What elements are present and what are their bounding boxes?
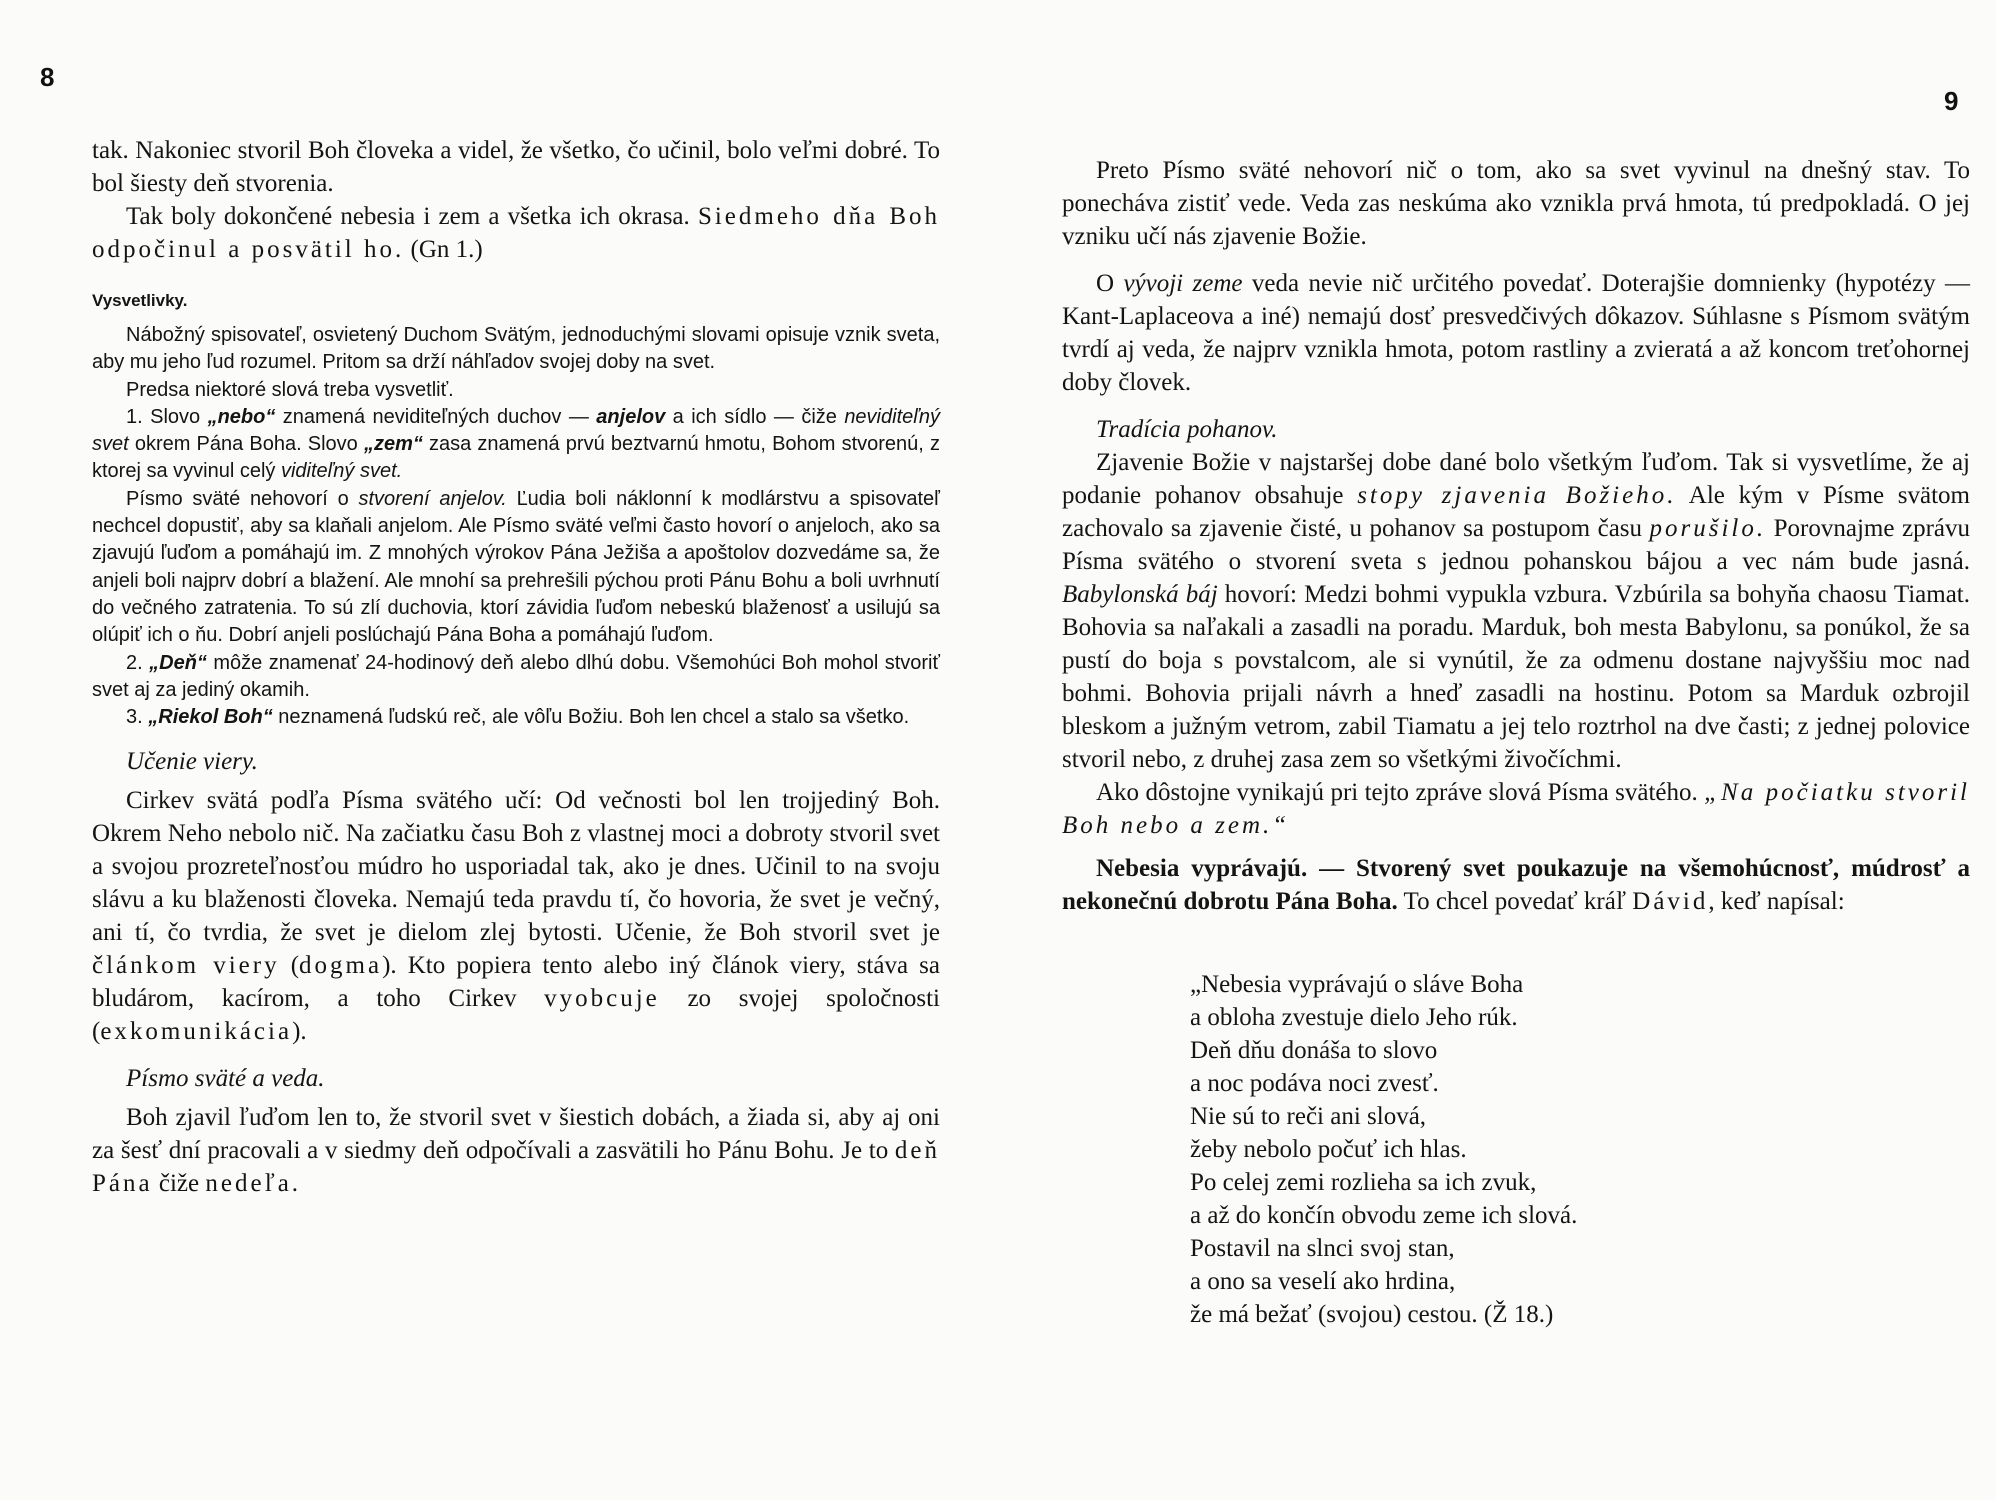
right-page-number: 9 [1944,86,1959,116]
psalm-line: „Nebesia vyprávajú o sláve Boha [1190,971,1524,998]
note-term: viditeľný svet. [280,460,403,483]
faith-text: ( [279,952,300,980]
note-term: „zem“ [363,433,423,456]
notes-heading: Vysvetlivky. [92,291,188,310]
note-term: anjelov [596,405,666,428]
science-heading: Písmo sväté a veda. [126,1065,325,1093]
psalm-line: a ono sa veselí ako hrdina, [1190,1268,1456,1295]
heavens-paragraph [1062,852,1970,918]
note-term: neviditeľný svet [92,405,940,456]
notes-paragraph-4 [92,486,940,650]
psalm-line: a obloha zvestuje dielo Jeho rúk. [1190,1004,1518,1031]
intro-citation: (Gn 1.) [404,236,483,263]
note-text: 3. [126,706,149,729]
science-spaced-term: deň Pána [92,1137,940,1198]
left-page [92,0,940,1200]
faith-text: zo svojej spoločnosti ( [92,985,940,1046]
psalm-block [1062,968,1970,1331]
scripture-quote: „Na počiatku stvoril Boh nebo a zem.“ [1062,779,1970,839]
right-spaced-term: stopy zjavenia Božieho. [1357,482,1677,509]
notes-paragraph-2: Predsa niektoré slová treba vysvetliť. [126,378,454,401]
intro-spaced-text: Siedmeho dňa Boh odpočinul a posvätil ho. [92,203,941,263]
psalm-line: žeby nebolo počuť ich hlas. [1190,1136,1467,1163]
right-text: , keď napísal: [1708,888,1845,915]
faith-text: Cirkev svätá podľa Písma svätého učí: Od večnosti bol len trojjediný Boh. Okrem Neho nebolo nič. Na začiatku času Boh z vlastnej moci a dobroty stvoril svet a svojou prozreteľnosťou múdro ho usporiadal tak, ako je dnes. Učinil to na svoju slávu a ku blaženosti človeka. Nemajú teda pravdu tí, čo hovoria, že svet je večný, ani tí, čo tvrdia, že svet je dielom zlej bytosti. Učenie, že Boh stvoril svet je [92,787,940,947]
science-paragraph [92,1101,940,1200]
faith-spaced-term: článkom viery [92,952,280,980]
notes-paragraph-5 [92,650,940,705]
intro-paragraph-1: tak. Nakoniec stvoril Boh človeka a videl, že všetko, čo učinil, bolo veľmi dobré. To bol šiesty deň stvorenia. [92,137,940,197]
notes-paragraph-1: Nábožný spisovateľ, osvietený Duchom Svätým, jednoduchými slovami opisuje vznik sveta, aby mu jeho ľud rozumel. Pritom sa drží náhľadov svojej doby na svet. [92,324,940,374]
note-text: 1. Slovo [126,405,208,428]
note-term: „Deň“ [149,651,207,674]
david-name: Dávid [1632,888,1709,915]
psalm-line: Po celej zemi rozlieha sa ich zvuk, [1190,1169,1537,1196]
intro-text: Tak boly dokončené nebesia i zem a všetka ich okrasa. [126,203,698,230]
left-page-number: 8 [40,62,55,92]
heavens-bold-text: Nebesia vyprávajú. — Stvorený svet poukazuje na všemohúcnosť, múdrosť a nekonečnú dobrotu Pána Boha. [1062,855,1970,915]
faith-text: ). Kto popiera tento alebo iný článok viery, stáva sa bludárom, kacírom, a toho Cirkev [92,952,941,1013]
right-text: veda nevie nič určitého povedať. Doterajšie domnienky (hypotézy — Kant-Laplaceova a iné) nemajú dosť presvedčivých dôkazov. Súhlasne s Písmom svätým tvrdí aj veda, že najprv vznikla hmota, potom rastliny a zvieratá a až koncom treťohornej doby človek. [1062,270,1971,396]
right-text: Zjavenie Božie v najstaršej dobe dané bolo všetkým ľuďom. Tak si vysvetlíme, že aj podanie pohanov obsahuje [1062,449,1970,509]
psalm-line: a noc podáva noci zvesť. [1190,1070,1439,1097]
note-term: „Riekol Boh“ [148,706,273,729]
right-paragraph-1: Preto Písmo sväté nehovorí nič o tom, ako sa svet vyvinul na dnešný stav. To ponecháva zistiť vede. Veda zas neskúma ako vznikla prvá hmota, tú predpokladá. O jej vzniku učí nás zjavenie Božie. [1062,157,1970,250]
tradition-heading: Tradícia pohanov. [1096,416,1278,443]
notes-paragraph-6 [92,704,940,731]
right-text: Ako dôstojne vynikajú pri tejto zpráve slová Písma svätého. [1096,779,1705,806]
faith-heading: Učenie viery. [126,748,258,776]
right-page [1062,0,1970,1331]
note-text: Písmo sväté nehovorí o [126,487,359,510]
right-text: To chcel povedať kráľ [1397,888,1633,915]
note-text: 2. [126,651,150,674]
note-text: Ľudia boli náklonní k modlárstvu a spisovateľ nechcel dopustiť, aby sa klaňali anjelom. Ale Písmo sväté veľmi často hovorí o anjeloch, ako sa zjavujú ľuďom a pomáhajú im. Z mnohých výrokov Pána Ježiša a apoštolov dozvedáme sa, že anjeli boli najprv dobrí a blažení. Ale mnohí sa prehrešili pýchou proti Pánu Bohu a boli uvrhnutí do večného zatratenia. To sú zlí duchovia, ktorí závidia ľuďom nebeskú blaženosť a usilujú sa olúpiť ich o ňu. Dobrí anjeli poslúchajú Pána Boha a pomáhajú ľuďom. [92,487,941,647]
right-text: Ale kým v Písme svätom zachovalo sa zjavenie čisté, u pohanov sa postupom času [1062,482,1970,542]
faith-spaced-term: dogma [299,952,383,980]
note-term: stvorení anjelov. [358,487,507,510]
note-text: okrem Pána Boha. Slovo [128,433,364,456]
note-text: môže znamenať 24-hodinový deň alebo dlhú dobu. Všemohúci Boh mohol stvoriť svet aj za jediný okamih. [92,651,940,701]
note-term: „nebo“ [207,405,276,428]
faith-text: ). [292,1018,307,1046]
psalm-line: Deň dňu donáša to slovo [1190,1037,1438,1064]
note-text: zasa znamená prvú beztvarnú hmotu, Bohom stvorenú, z ktorej sa vyvinul celý [92,433,940,483]
notes-paragraph-3 [92,404,940,486]
right-spaced-term: porušilo. [1649,515,1767,542]
science-text: . [291,1170,299,1198]
tradition-paragraph [1062,446,1970,776]
note-text: a ich sídlo — čiže [665,405,845,428]
science-spaced-term: nedeľa [205,1170,292,1198]
note-text: neznamená ľudskú reč, ale vôľu Božiu. Boh len chcel a stalo sa všetko. [272,706,910,729]
psalm-line: že má bežať (svojou) cestou. (Ž 18.) [1190,1301,1554,1328]
faith-paragraph [92,784,940,1048]
right-text: hovorí: Medzi bohmi vypukla vzbura. Vzbúrila sa bohyňa chaosu Tiamat. Bohovia sa naľakali a zasadli na poradu. Marduk, boh mesta Babylonu, sa ponúkol, že sa pustí do boja s povstalcom, ale si vynútil, že za odmenu dostane najvyššiu moc nad bohmi. Bohovia prijali návrh a hneď zasadli na hostinu. Potom sa Marduk ozbrojil bleskom a južným vetrom, zabil Tiamatu a jej telo roztrhol na dve časti; z jednej polovice stvoril nebo, z druhej zasa zem so všetkými živočíchmi. [1062,581,1970,773]
note-text: znamená neviditeľných duchov — [275,405,597,428]
right-term: vývoji zeme [1123,270,1243,297]
right-text: O [1096,270,1124,297]
faith-spaced-term: exkomunikácia [100,1018,293,1046]
psalm-line: Postavil na slnci svoj stan, [1190,1235,1455,1262]
right-paragraph-2 [1062,267,1970,399]
psalm-line: Nie sú to reči ani slová, [1190,1103,1427,1130]
scripture-paragraph [1062,776,1970,842]
psalm-line: a až do končín obvodu zeme ich slová. [1190,1202,1578,1229]
science-text: Boh zjavil ľuďom len to, že stvoril svet v šiestich dobách, a žiada si, aby aj oni za šesť dní pracovali a v siedmy deň odpočívali a zasvätili ho Pánu Bohu. Je to [92,1104,940,1165]
science-text: čiže [152,1170,206,1198]
right-text: Porovnajme zprávu Písma svätého o stvorení sveta s jednou pohanskou bájou a vec nám bude jasná. [1062,515,1970,575]
intro-paragraph-2 [92,200,940,266]
faith-spaced-term: vyobcuje [544,985,660,1013]
right-term: Babylonská báj [1062,581,1218,608]
